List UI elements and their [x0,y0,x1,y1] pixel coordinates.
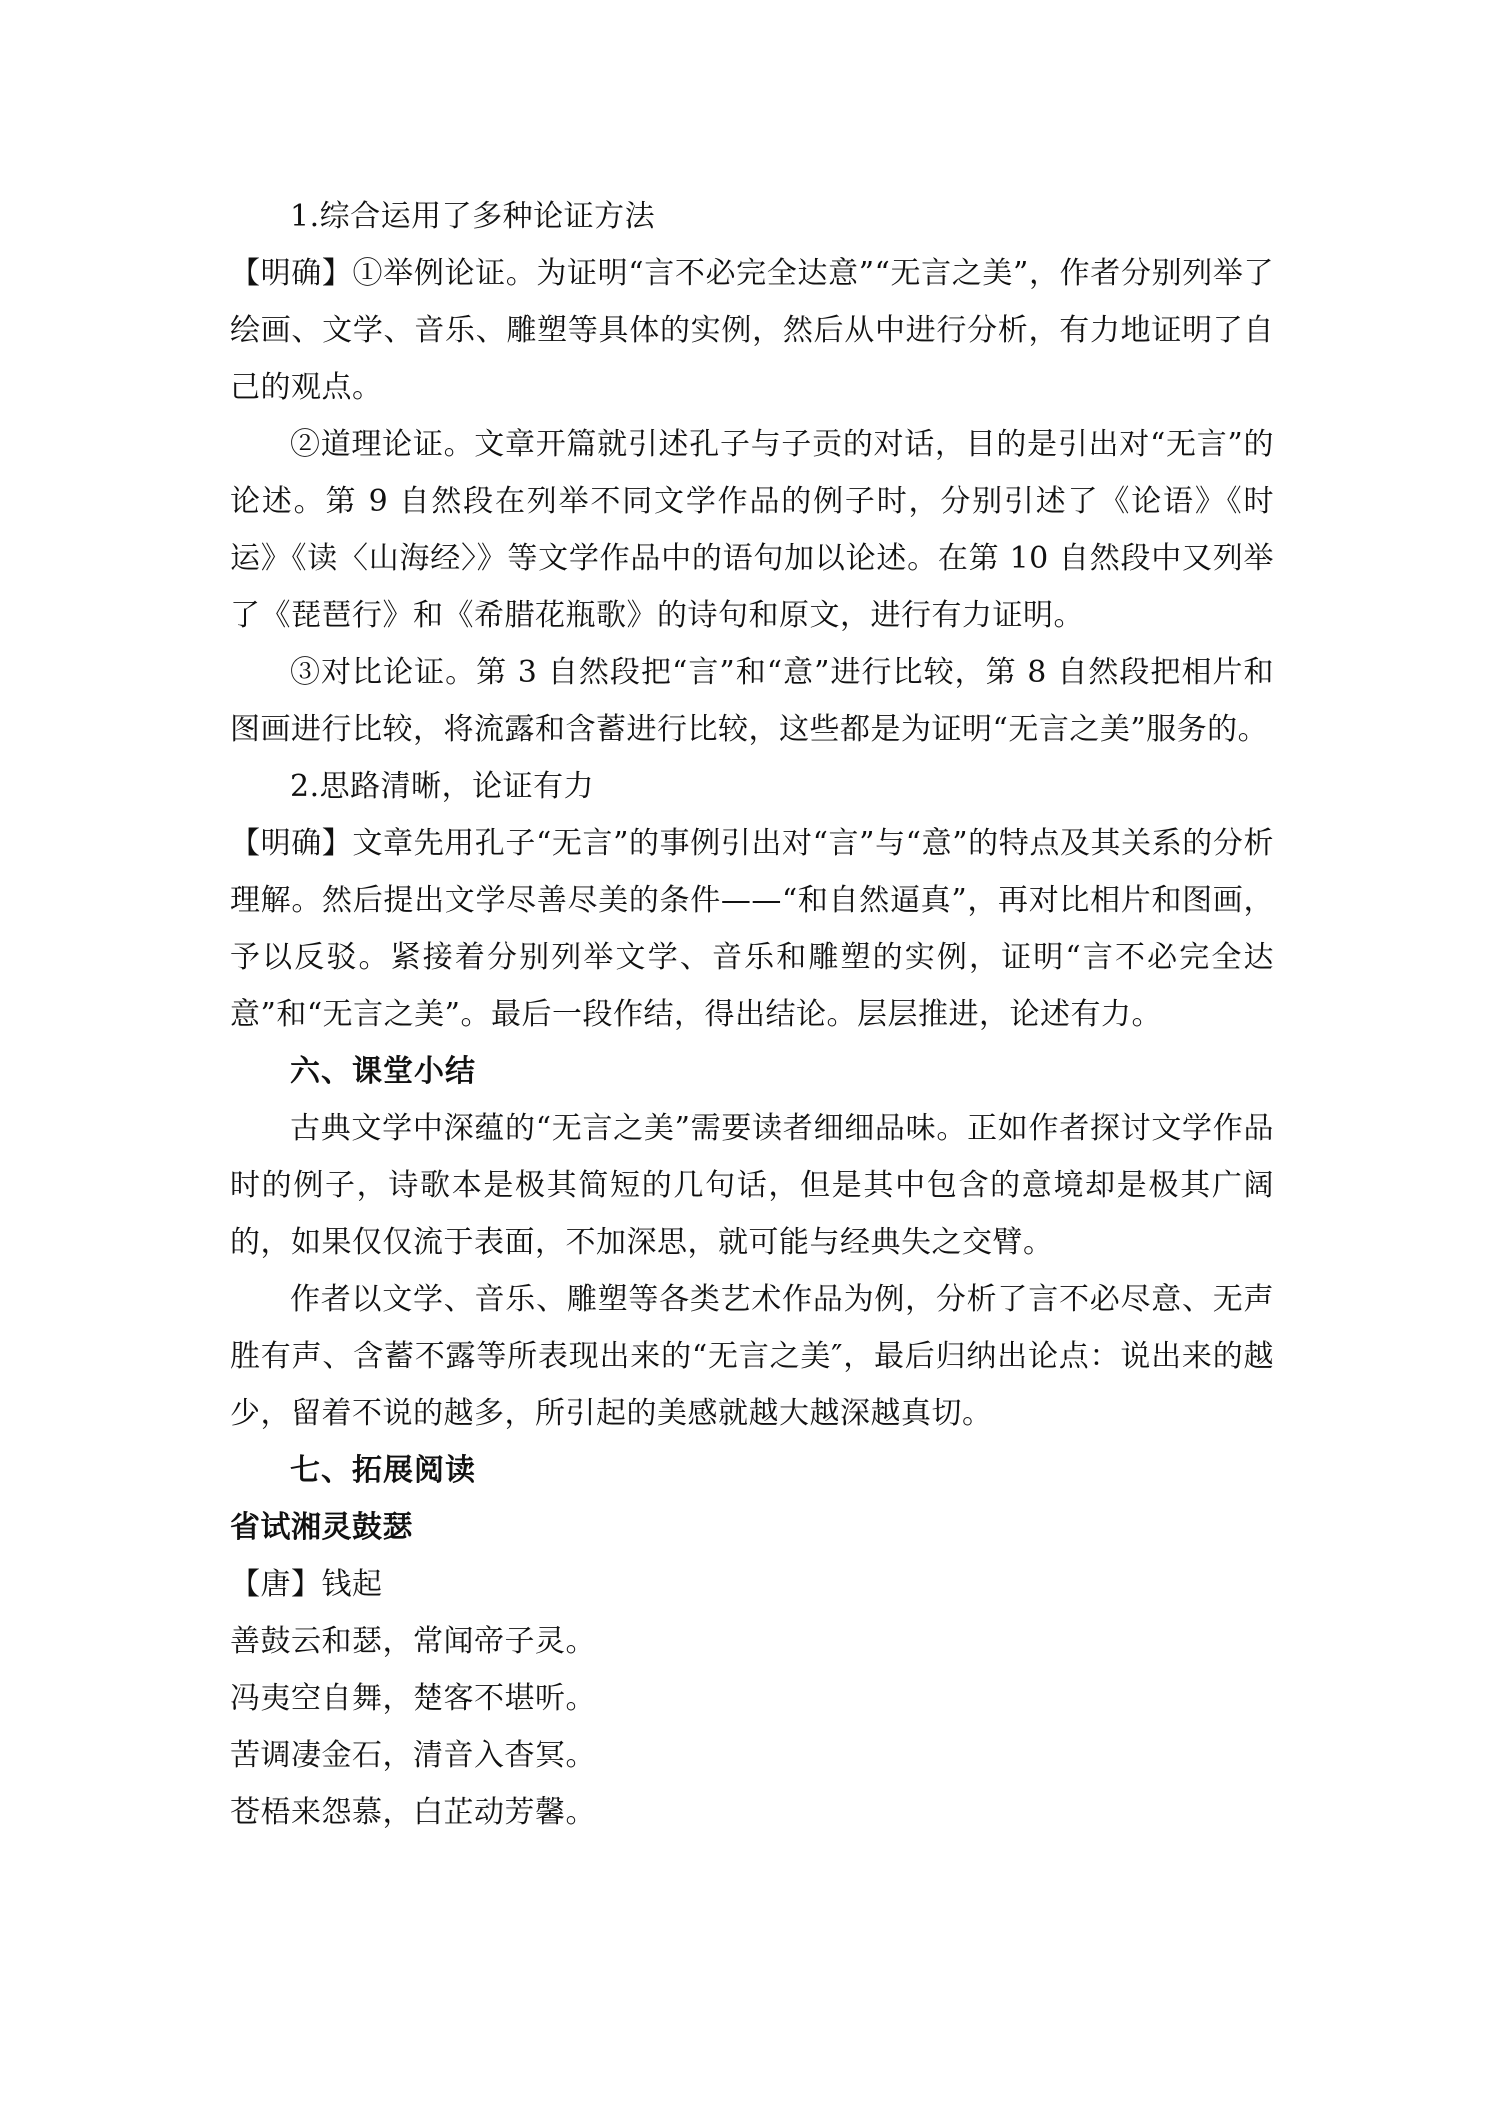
poem-line: 善鼓云和瑟，常闻帝子灵。 [230,1624,596,1659]
section-2-heading: 2.思路清晰，论证有力 [290,769,595,804]
document-body [230,188,1274,1841]
poem-line: 苍梧来怨慕，白芷动芳馨。 [230,1795,596,1830]
poem-title: 省试湘灵鼓瑟 [230,1510,413,1545]
poem-author: 【唐】钱起 [230,1567,383,1602]
section-2-paragraph: 【明确】文章先用孔子“无言”的事例引出对“言”与“意”的特点及其关系的分析理解。然后提出文学尽善尽美的条件——“和自然逼真”，再对比相片和图画，予以反驳。紧接着分别列举文学、音乐和雕塑的实例，证明“言不必完全达意”和“无言之美”。最后一段作结，得出结论。层层推进，论述有力。 [230,826,1274,1032]
section-6-paragraph-1: 古典文学中深蕴的“无言之美”需要读者细细品味。正如作者探讨文学作品时的例子，诗歌本是极其简短的几句话，但是其中包含的意境却是极其广阔的，如果仅仅流于表面，不加深思，就可能与经典失之交臂。 [230,1111,1274,1260]
poem [230,1499,1274,1841]
section-7-heading: 七、拓展阅读 [290,1453,476,1488]
poem-line: 苦调凄金石，清音入杳冥。 [230,1738,596,1773]
section-6-heading: 六、课堂小结 [290,1054,476,1089]
section-1-paragraph-reasoning: ②道理论证。文章开篇就引述孔子与子贡的对话，目的是引出对“无言”的论述。第 9 自然段在列举不同文学作品的例子时，分别引述了《论语》《时运》《读〈山海经〉》等文学作品中的语句加以论述。在第 10 自然段中又列举了《琵琶行》和《希腊花瓶歌》的诗句和原文，进行有力证明。 [230,427,1274,633]
section-6-paragraph-2: 作者以文学、音乐、雕塑等各类艺术作品为例，分析了言不必尽意、无声胜有声、含蓄不露等所表现出来的“无言之美″，最后归纳出论点：说出来的越少，留着不说的越多，所引起的美感就越大越深越真切。 [230,1282,1274,1431]
poem-line: 冯夷空自舞，楚客不堪听。 [230,1681,596,1716]
section-1-heading: 1.综合运用了多种论证方法 [290,199,656,234]
section-1-paragraph-example: 【明确】①举例论证。为证明“言不必完全达意”“无言之美”，作者分别列举了绘画、文学、音乐、雕塑等具体的实例，然后从中进行分析，有力地证明了自己的观点。 [230,256,1274,405]
section-1-paragraph-contrast: ③对比论证。第 3 自然段把“言”和“意”进行比较，第 8 自然段把相片和图画进行比较，将流露和含蓄进行比较，这些都是为证明“无言之美”服务的。 [230,655,1274,747]
